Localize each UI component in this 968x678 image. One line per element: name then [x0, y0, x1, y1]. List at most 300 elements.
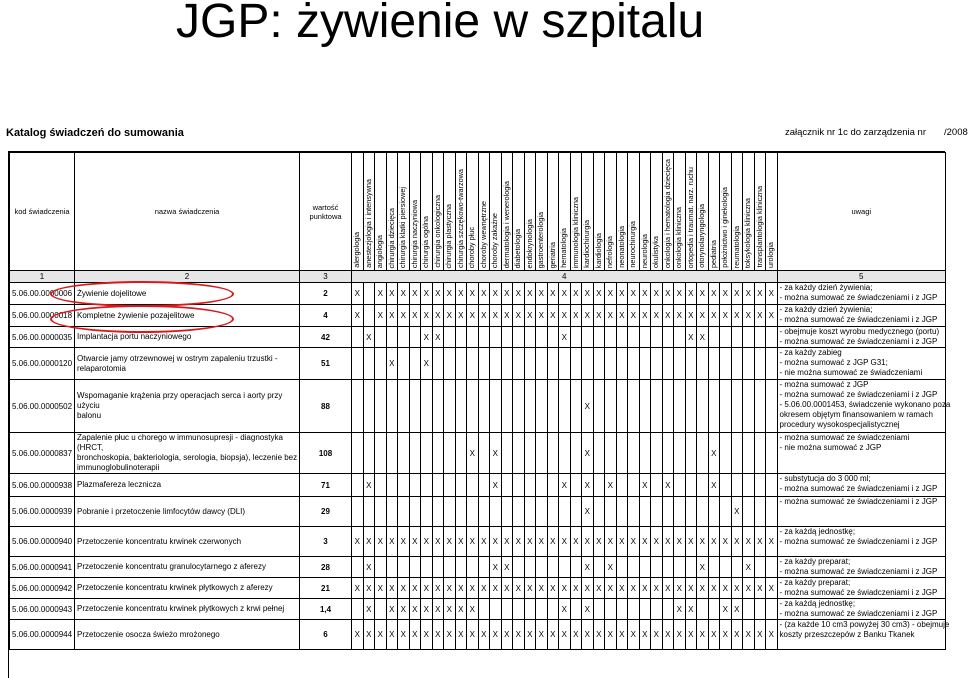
specialty-header: [639, 153, 651, 271]
specialty-mark: [559, 557, 571, 578]
specialty-mark: [409, 380, 421, 433]
specialty-mark: [421, 557, 433, 578]
specialty-mark: [570, 474, 582, 497]
specialty-mark: X: [685, 327, 697, 348]
specialty-mark: [639, 327, 651, 348]
specialty-mark: [536, 433, 548, 474]
specialty-mark: X: [455, 305, 467, 327]
specialty-header: [375, 153, 387, 271]
column-number: 1: [10, 271, 75, 283]
note-line: - za każdy dzień żywienia;: [779, 305, 873, 314]
specialty-mark: [455, 474, 467, 497]
specialty-mark: [639, 599, 651, 620]
specialty-header: [478, 153, 490, 271]
service-code: 5.06.00.0000837: [10, 433, 75, 474]
specialty-mark: [536, 599, 548, 620]
specialty-mark: X: [432, 599, 444, 620]
note-line: - można sumować ze świadczeniami i z JGP: [779, 537, 938, 546]
note-line: - nie można sumować z JGP: [779, 443, 882, 452]
specialty-mark: X: [536, 620, 548, 650]
specialty-label: neurologia: [639, 233, 649, 268]
specialty-mark: [478, 557, 490, 578]
service-name-line: Żywienie dojelitowe: [77, 288, 147, 298]
specialty-mark: [409, 348, 421, 380]
specialty-mark: X: [490, 557, 502, 578]
specialty-mark: [628, 599, 640, 620]
specialty-mark: [547, 380, 559, 433]
service-name: [75, 620, 300, 650]
specialty-mark: X: [616, 578, 628, 599]
service-name: [75, 305, 300, 327]
specialty-mark: [501, 380, 513, 433]
specialty-mark: [478, 497, 490, 527]
table-row: [10, 380, 946, 433]
specialty-mark: X: [651, 527, 663, 557]
specialty-mark: X: [547, 527, 559, 557]
specialty-mark: X: [409, 578, 421, 599]
specialty-mark: [478, 380, 490, 433]
specialty-mark: [524, 327, 536, 348]
service-name-line: Kompletne żywienie pozajelitowe: [77, 310, 195, 320]
specialty-mark: X: [398, 620, 410, 650]
specialty-mark: [444, 433, 456, 474]
specialty-label: toksykologia kliniczna: [743, 197, 753, 268]
specialty-mark: [536, 557, 548, 578]
specialty-mark: X: [720, 527, 732, 557]
specialty-mark: [628, 474, 640, 497]
specialty-mark: X: [616, 527, 628, 557]
specialty-mark: [570, 557, 582, 578]
column-number: 4: [352, 271, 778, 283]
service-notes: [777, 283, 946, 305]
specialty-mark: [605, 497, 617, 527]
specialty-mark: [628, 348, 640, 380]
table-row: [10, 620, 946, 650]
specialty-mark: [697, 474, 709, 497]
specialty-mark: X: [720, 620, 732, 650]
specialty-mark: [455, 557, 467, 578]
specialty-label: geriatria: [547, 241, 557, 268]
specialty-mark: X: [685, 620, 697, 650]
specialty-mark: X: [513, 527, 525, 557]
specialty-mark: [501, 348, 513, 380]
specialty-header: [559, 153, 571, 271]
specialty-mark: X: [536, 578, 548, 599]
specialty-mark: [386, 433, 398, 474]
attachment-note: [785, 127, 968, 138]
specialty-mark: [662, 327, 674, 348]
specialty-mark: X: [386, 305, 398, 327]
note-line: - można sumować ze świadczeniami i z JGP: [779, 390, 938, 399]
specialty-mark: [398, 474, 410, 497]
service-name-line: immunoglobulinoterapii: [77, 463, 160, 472]
specialty-mark: X: [409, 305, 421, 327]
specialty-mark: [386, 474, 398, 497]
specialty-mark: X: [720, 599, 732, 620]
service-notes: [777, 380, 951, 433]
specialty-label: nefrologia: [605, 235, 615, 268]
specialty-mark: [743, 348, 755, 380]
specialty-mark: X: [559, 305, 571, 327]
specialty-mark: X: [582, 433, 594, 474]
specialty-mark: X: [662, 283, 674, 305]
specialty-label: chirurgia onkologiczna: [432, 195, 442, 268]
specialty-mark: [616, 348, 628, 380]
specialty-mark: [398, 380, 410, 433]
specialty-mark: X: [582, 497, 594, 527]
specialty-mark: X: [386, 620, 398, 650]
specialty-mark: [478, 327, 490, 348]
specialty-mark: [375, 380, 387, 433]
specialty-mark: [444, 497, 456, 527]
attachment-year: /2008: [944, 127, 968, 138]
point-value: 21: [300, 578, 352, 599]
specialty-mark: X: [432, 283, 444, 305]
specialty-mark: [363, 497, 375, 527]
specialty-mark: [421, 433, 433, 474]
specialty-mark: X: [363, 557, 375, 578]
specialty-mark: [386, 497, 398, 527]
specialty-mark: [501, 327, 513, 348]
specialty-label: chirurgia ogólna: [421, 216, 431, 268]
specialty-mark: X: [766, 578, 778, 599]
specialty-mark: [536, 348, 548, 380]
specialty-mark: [651, 327, 663, 348]
service-code: 5.06.00.0000006: [10, 283, 75, 305]
specialty-mark: X: [536, 305, 548, 327]
specialty-mark: X: [421, 283, 433, 305]
specialty-mark: [720, 380, 732, 433]
specialty-mark: X: [524, 527, 536, 557]
specialty-mark: X: [639, 305, 651, 327]
specialty-mark: [536, 497, 548, 527]
specialty-mark: [743, 474, 755, 497]
specialty-label: onkologia i hematologia dziecięca: [662, 158, 672, 268]
specialty-mark: [766, 474, 778, 497]
note-line: - można sumować ze świadczeniami i z JGP: [779, 588, 938, 597]
specialty-mark: [628, 497, 640, 527]
specialty-header: [743, 153, 755, 271]
specialty-mark: [593, 380, 605, 433]
specialty-label: onkologia kliniczna: [674, 206, 684, 268]
specialty-mark: [444, 474, 456, 497]
specialty-mark: X: [455, 620, 467, 650]
specialty-mark: [570, 497, 582, 527]
specialty-header: [490, 153, 502, 271]
specialty-mark: [467, 327, 479, 348]
service-code: 5.06.00.0000035: [10, 327, 75, 348]
specialty-mark: X: [639, 283, 651, 305]
specialty-mark: X: [501, 557, 513, 578]
specialty-mark: X: [513, 620, 525, 650]
specialty-mark: X: [444, 620, 456, 650]
specialty-mark: [685, 433, 697, 474]
specialty-mark: X: [593, 305, 605, 327]
specialty-mark: [708, 348, 720, 380]
specialty-mark: X: [674, 599, 686, 620]
service-notes: [777, 497, 946, 527]
service-code: 5.06.00.0000941: [10, 557, 75, 578]
specialty-mark: X: [582, 474, 594, 497]
table-row: [10, 433, 946, 474]
point-value: 29: [300, 497, 352, 527]
specialty-mark: X: [386, 348, 398, 380]
specialty-mark: X: [651, 305, 663, 327]
service-name-line: Przetoczenie koncentratu krwinek czerwonych: [77, 536, 242, 546]
service-code: 5.06.00.0000944: [10, 620, 75, 650]
specialty-mark: [524, 474, 536, 497]
specialty-mark: [651, 497, 663, 527]
specialty-mark: X: [455, 527, 467, 557]
specialty-header: [651, 153, 663, 271]
specialty-mark: X: [547, 620, 559, 650]
specialty-mark: X: [559, 327, 571, 348]
specialty-header: [467, 153, 479, 271]
specialty-mark: X: [628, 283, 640, 305]
specialty-mark: X: [398, 305, 410, 327]
specialty-mark: X: [731, 497, 743, 527]
specialty-mark: X: [651, 578, 663, 599]
specialty-mark: X: [639, 578, 651, 599]
specialty-mark: [720, 327, 732, 348]
specialty-mark: X: [570, 578, 582, 599]
specialty-mark: X: [478, 527, 490, 557]
specialty-mark: [593, 327, 605, 348]
service-notes: [777, 578, 946, 599]
note-line: - (za każde 10 cm3 powyżej 30 cm3) - obejmuje: [779, 620, 950, 629]
specialty-header: [409, 153, 421, 271]
service-name-line: Zapalenie płuc u chorego w immunosupresji - diagnostyka (HRCT,: [77, 433, 283, 452]
specialty-mark: [375, 327, 387, 348]
specialty-mark: X: [432, 327, 444, 348]
specialty-mark: [628, 380, 640, 433]
specialty-mark: [754, 348, 766, 380]
specialty-mark: X: [754, 283, 766, 305]
specialty-mark: [478, 599, 490, 620]
table-row: [10, 527, 946, 557]
specialty-mark: [605, 433, 617, 474]
specialty-mark: X: [352, 305, 364, 327]
specialty-mark: X: [628, 527, 640, 557]
specialty-header: [501, 153, 513, 271]
specialty-mark: [593, 557, 605, 578]
specialty-mark: X: [639, 474, 651, 497]
specialty-mark: X: [363, 599, 375, 620]
specialty-header: [708, 153, 720, 271]
specialty-mark: X: [421, 305, 433, 327]
specialty-label: hematologia: [559, 228, 569, 268]
specialty-mark: [754, 497, 766, 527]
specialty-mark: X: [386, 527, 398, 557]
specialty-mark: [651, 433, 663, 474]
specialty-mark: [524, 380, 536, 433]
specialty-mark: [559, 348, 571, 380]
specialty-mark: [651, 474, 663, 497]
specialty-mark: X: [662, 474, 674, 497]
specialty-mark: [409, 557, 421, 578]
specialty-mark: X: [662, 620, 674, 650]
specialty-mark: X: [352, 527, 364, 557]
specialty-mark: X: [409, 283, 421, 305]
specialty-label: pediatria: [708, 240, 718, 268]
specialty-mark: [685, 557, 697, 578]
specialty-mark: [467, 497, 479, 527]
specialty-label: choroby zakaźne: [490, 212, 500, 268]
specialty-label: choroby wewnętrzne: [478, 201, 488, 268]
specialty-mark: [455, 433, 467, 474]
specialty-mark: X: [766, 283, 778, 305]
specialty-mark: X: [513, 578, 525, 599]
specialty-label: gastroenterologia: [536, 211, 546, 268]
specialty-mark: X: [582, 283, 594, 305]
specialty-mark: [662, 433, 674, 474]
specialty-mark: [582, 348, 594, 380]
specialty-mark: X: [363, 527, 375, 557]
specialty-mark: [720, 557, 732, 578]
note-line: - substytucja do 3 000 ml;: [779, 474, 871, 483]
specialty-mark: [398, 557, 410, 578]
specialty-mark: X: [731, 527, 743, 557]
specialty-mark: [432, 474, 444, 497]
specialty-mark: X: [386, 578, 398, 599]
note-line: - można sumować ze świadczeniami i z JGP: [779, 315, 938, 324]
specialty-mark: [490, 380, 502, 433]
specialty-mark: X: [375, 620, 387, 650]
specialty-mark: X: [455, 578, 467, 599]
service-name-line: Plazmafereza lecznicza: [77, 480, 162, 489]
specialty-mark: X: [467, 527, 479, 557]
specialty-mark: X: [352, 620, 364, 650]
note-line: - można sumować z JGP G31;: [779, 358, 888, 367]
specialty-mark: X: [559, 599, 571, 620]
specialty-mark: X: [697, 527, 709, 557]
specialty-mark: [547, 557, 559, 578]
point-value: 4: [300, 305, 352, 327]
specialty-mark: [731, 348, 743, 380]
specialty-mark: [662, 599, 674, 620]
specialty-mark: [375, 557, 387, 578]
specialty-header: [662, 153, 674, 271]
specialty-mark: [444, 557, 456, 578]
service-code: 5.06.00.0000940: [10, 527, 75, 557]
specialty-mark: X: [524, 620, 536, 650]
specialty-mark: [685, 497, 697, 527]
slide-title: JGP: żywienie w szpitalu: [176, 0, 705, 48]
service-name: [75, 599, 300, 620]
service-code: 5.06.00.0000018: [10, 305, 75, 327]
service-notes: [777, 527, 946, 557]
point-value: 3: [300, 527, 352, 557]
specialty-mark: [708, 557, 720, 578]
specialty-mark: [616, 497, 628, 527]
note-line: - za każdy zabieg: [779, 348, 842, 357]
specialty-label: kardiochirurgia: [582, 220, 592, 268]
specialty-mark: [651, 557, 663, 578]
specialty-mark: X: [766, 305, 778, 327]
specialty-label: urologia: [766, 242, 776, 268]
specialty-mark: [432, 348, 444, 380]
service-name-line: Przetoczenie osocza świeżo mrożonego: [77, 629, 220, 639]
specialty-mark: [375, 348, 387, 380]
note-line: - można sumować ze świadczeniami i z JGP: [779, 293, 938, 302]
service-notes: [777, 620, 950, 650]
document-heading: Katalog świadczeń do sumowania: [6, 127, 184, 139]
specialty-mark: X: [593, 578, 605, 599]
specialty-mark: [731, 557, 743, 578]
specialty-mark: X: [639, 620, 651, 650]
specialty-mark: X: [754, 527, 766, 557]
specialty-mark: X: [352, 578, 364, 599]
specialty-mark: [398, 348, 410, 380]
specialty-mark: X: [570, 283, 582, 305]
specialty-mark: [766, 348, 778, 380]
specialty-mark: X: [697, 578, 709, 599]
specialty-mark: [754, 599, 766, 620]
note-line: - obejmuje koszt wyrobu medycznego (portu): [779, 327, 940, 336]
specialty-mark: [513, 497, 525, 527]
table-row: [10, 283, 946, 305]
specialty-mark: [593, 474, 605, 497]
service-notes: [777, 557, 946, 578]
header-points: wartość punktowa: [300, 153, 352, 271]
specialty-mark: [754, 557, 766, 578]
specialty-mark: [467, 380, 479, 433]
specialty-mark: [674, 380, 686, 433]
note-line: - za każdą jednostkę;: [779, 599, 856, 608]
specialty-mark: [455, 497, 467, 527]
note-line: - za każdy dzień żywienia;: [779, 283, 873, 292]
specialty-mark: [743, 433, 755, 474]
specialty-header: [363, 153, 375, 271]
specialty-mark: X: [605, 527, 617, 557]
specialty-mark: [398, 327, 410, 348]
note-line: - za każdą jednostkę;: [779, 527, 856, 536]
specialty-mark: [743, 599, 755, 620]
specialty-mark: X: [386, 283, 398, 305]
specialty-mark: X: [490, 474, 502, 497]
specialty-header: [444, 153, 456, 271]
specialty-mark: X: [582, 380, 594, 433]
specialty-mark: [616, 599, 628, 620]
specialty-mark: X: [444, 527, 456, 557]
specialty-label: reumatologia: [731, 225, 741, 268]
point-value: 1,4: [300, 599, 352, 620]
specialty-mark: X: [432, 305, 444, 327]
specialty-mark: [570, 327, 582, 348]
note-line: - za każdy preparat;: [779, 557, 851, 566]
service-notes: [777, 305, 946, 327]
specialty-label: transplantologia kliniczna: [754, 186, 764, 268]
specialty-mark: [386, 327, 398, 348]
specialty-mark: X: [685, 578, 697, 599]
specialty-mark: [375, 433, 387, 474]
specialty-header: [398, 153, 410, 271]
specialty-mark: [467, 474, 479, 497]
specialty-mark: [513, 433, 525, 474]
specialty-mark: [582, 327, 594, 348]
specialty-mark: X: [628, 620, 640, 650]
specialty-mark: X: [501, 527, 513, 557]
specialty-label: neonatologia: [616, 226, 626, 268]
specialty-mark: [593, 433, 605, 474]
specialty-mark: X: [697, 305, 709, 327]
service-name: [75, 578, 300, 599]
service-name: [75, 380, 300, 433]
specialty-mark: X: [605, 620, 617, 650]
specialty-mark: [352, 557, 364, 578]
service-name-line: Wspomaganie krążenia przy operacjach serca i aorty przy użyciu: [77, 391, 283, 410]
specialty-label: położnictwo i ginekologia: [720, 187, 730, 268]
